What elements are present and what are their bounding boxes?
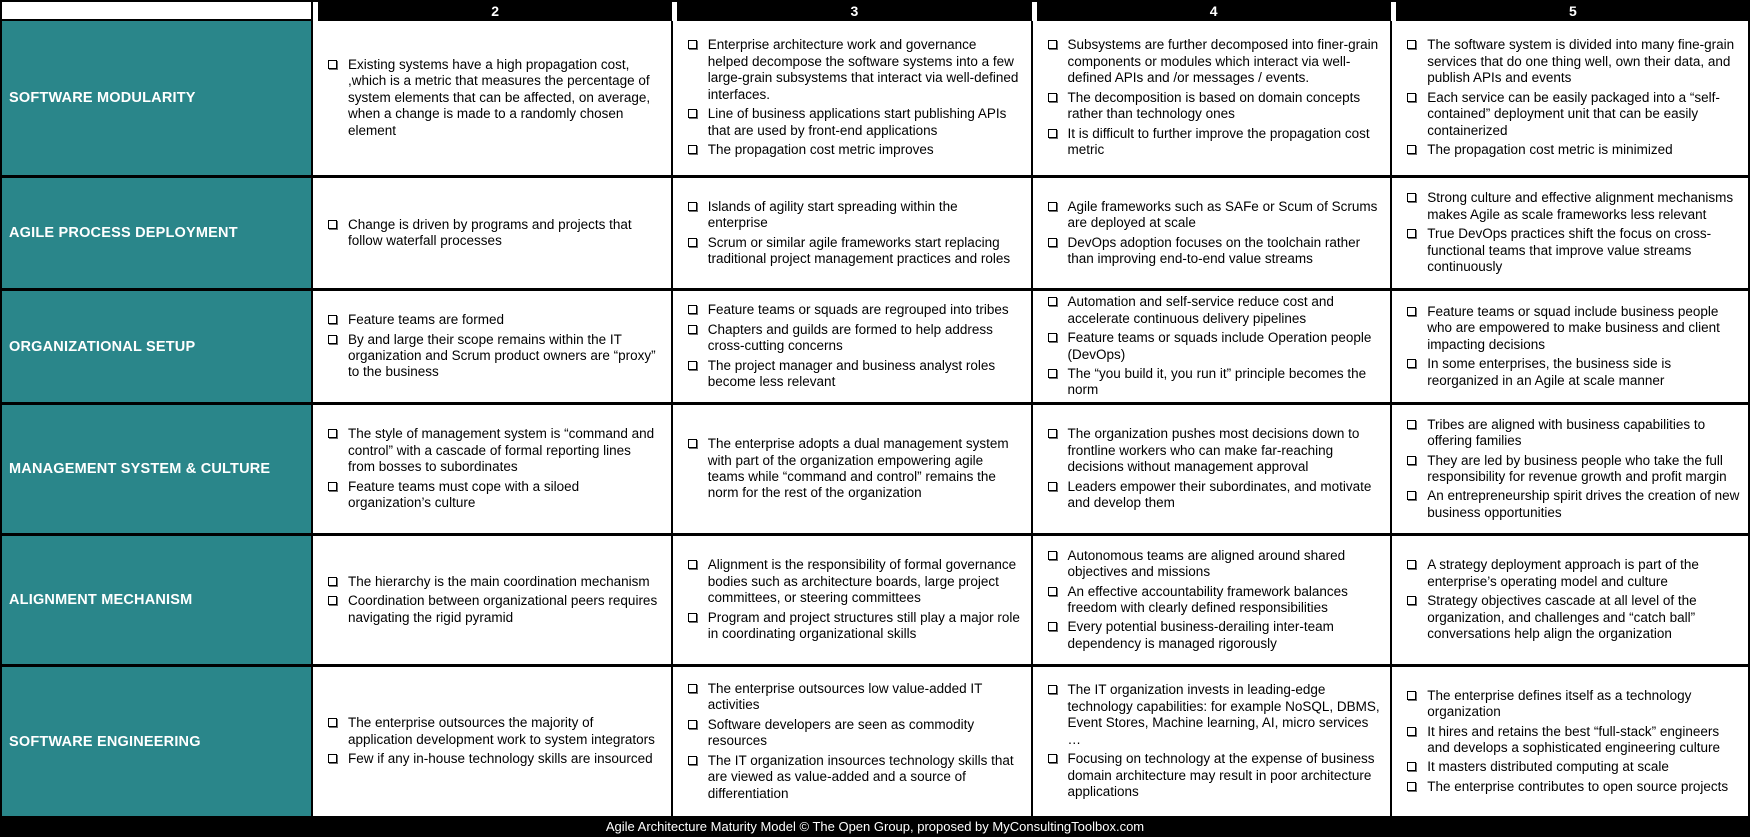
bullet-item — [688, 681, 1021, 714]
bullet-list — [1407, 414, 1740, 525]
bullet-list — [688, 433, 1021, 505]
row-label: ORGANIZATIONAL SETUP — [0, 291, 313, 402]
checkbox-bullet-icon — [1407, 491, 1416, 500]
bullet-item — [688, 106, 1021, 139]
bullet-list — [328, 54, 661, 142]
bullet-list — [688, 196, 1021, 271]
bullet-text: The enterprise contributes to open source projects — [1427, 778, 1729, 794]
bullet-item — [688, 610, 1021, 643]
bullet-item — [328, 312, 661, 328]
matrix-cell — [1390, 667, 1750, 816]
matrix-cell — [313, 21, 671, 175]
matrix-cell — [313, 405, 671, 533]
bullet-item — [328, 574, 661, 590]
bullet-item — [1048, 294, 1381, 327]
bullet-text: By and large their scope remains within the IT organization and Scrum product owners are “proxy” to the business — [348, 331, 656, 380]
checkbox-bullet-icon — [328, 596, 337, 605]
bullet-item — [1048, 330, 1381, 363]
bullet-text: Change is driven by programs and projects that follow waterfall processes — [348, 216, 632, 248]
table-row — [0, 536, 1750, 667]
bullet-item — [1407, 593, 1740, 642]
checkbox-bullet-icon — [328, 429, 337, 438]
checkbox-bullet-icon — [1407, 93, 1416, 102]
row-label: MANAGEMENT SYSTEM & CULTURE — [0, 405, 313, 533]
checkbox-bullet-icon — [688, 720, 697, 729]
matrix-cell — [1031, 21, 1391, 175]
checkbox-bullet-icon — [688, 325, 697, 334]
row-label: SOFTWARE ENGINEERING — [0, 667, 313, 816]
bullet-list — [1048, 196, 1381, 271]
bullet-item — [1407, 759, 1740, 775]
bullet-text: Existing systems have a high propagation cost, ,which is a metric that measures the percentage of system elements that can be affected, on average, when a change is made to a randomly chosen element — [348, 56, 651, 138]
bullet-text: An entrepreneurship spirit drives the creation of new business opportunities — [1427, 488, 1740, 520]
bullet-text: Automation and self-service reduce cost and accelerate continuous delivery pipelines — [1067, 294, 1334, 326]
bullet-item — [1407, 304, 1740, 353]
checkbox-bullet-icon — [1407, 307, 1416, 316]
checkbox-bullet-icon — [1048, 622, 1057, 631]
bullet-text: Alignment is the responsibility of formal governance bodies such as architecture boards, large project committees, or steering committees — [707, 557, 1017, 606]
bullet-text: Enterprise architecture work and governance helped decompose the software systems into a few large-grain subsystems that interact via well-defined interfaces. — [707, 37, 1019, 102]
matrix-cell — [671, 667, 1031, 816]
bullet-text: A strategy deployment approach is part of the enterprise’s operating model and culture — [1427, 557, 1699, 589]
bullet-item — [688, 235, 1021, 268]
bullet-text: DevOps adoption focuses on the toolchain rather than improving end-to-end value streams — [1067, 234, 1361, 266]
bullet-item — [1048, 366, 1381, 399]
checkbox-bullet-icon — [1048, 93, 1057, 102]
bullet-item — [328, 332, 661, 381]
bullet-item — [1048, 619, 1381, 652]
matrix-cell — [1031, 291, 1391, 402]
bullet-text: The “you build it, you run it” principle becomes the norm — [1067, 365, 1367, 398]
checkbox-bullet-icon — [328, 60, 337, 69]
bullet-text: Strong culture and effective alignment mechanisms makes Agile as scale frameworks less relevant — [1427, 190, 1734, 222]
matrix-cell — [1390, 536, 1750, 664]
matrix-cell — [1031, 667, 1391, 816]
bullet-text: The IT organization insources technology skills that are viewed as value-added and a source of differentiation — [707, 752, 1014, 801]
matrix-cell — [671, 178, 1031, 288]
bullet-text: True DevOps practices shift the focus on cross-functional teams that improve value streams continuously — [1427, 226, 1712, 275]
bullet-item — [328, 715, 661, 748]
bullet-text: The project manager and business analyst roles become less relevant — [707, 357, 996, 390]
bullet-text: Feature teams or squad include business people who are empowered to make business and client impacting decisions — [1427, 303, 1720, 352]
bullet-item — [1048, 235, 1381, 268]
checkbox-bullet-icon — [1407, 596, 1416, 605]
checkbox-bullet-icon — [328, 315, 337, 324]
bullet-item — [1407, 557, 1740, 590]
bullet-item — [1407, 488, 1740, 521]
bullet-list — [688, 678, 1021, 805]
bullet-text: Scrum or similar agile frameworks start replacing traditional project management practices and roles — [707, 234, 1011, 266]
bullet-item — [1407, 417, 1740, 450]
checkbox-bullet-icon — [688, 305, 697, 314]
bullet-text: An effective accountability framework balances freedom with clearly defined responsibilities — [1067, 583, 1348, 615]
checkbox-bullet-icon — [1048, 754, 1057, 763]
bullet-item — [328, 217, 661, 250]
bullet-text: Program and project structures still play a major role in coordinating organizational skills — [707, 609, 1020, 642]
bullet-item — [1048, 682, 1381, 748]
matrix-cell — [313, 667, 671, 816]
checkbox-bullet-icon — [688, 145, 697, 154]
checkbox-bullet-icon — [1048, 333, 1057, 342]
bullet-list — [328, 309, 661, 384]
bullet-item — [1048, 126, 1381, 159]
bullet-item — [328, 479, 661, 512]
checkbox-bullet-icon — [1407, 727, 1416, 736]
bullet-item — [1048, 584, 1381, 617]
matrix-cell — [1390, 291, 1750, 402]
matrix-cell — [671, 21, 1031, 175]
checkbox-bullet-icon — [688, 238, 697, 247]
bullet-text: Leaders empower their subordinates, and motivate and develop them — [1067, 478, 1372, 511]
bullet-text: It hires and retains the best “full-stack” engineers and develops a sophisticated engineering culture — [1427, 723, 1720, 755]
bullet-list — [1048, 679, 1381, 803]
bullet-item — [688, 557, 1021, 606]
checkbox-bullet-icon — [688, 684, 697, 693]
bullet-text: Tribes are aligned with business capabilities to offering families — [1427, 416, 1706, 449]
column-header-5: 5 — [1391, 0, 1750, 21]
bullet-item — [1048, 90, 1381, 123]
bullet-text: The propagation cost metric improves — [707, 142, 934, 158]
table-row — [0, 667, 1750, 816]
bullet-text: Line of business applications start publishing APIs that are used by front-end applications — [707, 106, 1007, 138]
bullet-item — [688, 717, 1021, 750]
bullet-list — [1048, 291, 1381, 402]
bullet-item — [688, 199, 1021, 232]
table-row — [0, 178, 1750, 291]
row-label: ALIGNMENT MECHANISM — [0, 536, 313, 664]
bullet-text: The enterprise outsources the majority of application development work to system integrators — [348, 715, 655, 747]
row-label: SOFTWARE MODULARITY — [0, 21, 313, 175]
checkbox-bullet-icon — [688, 439, 697, 448]
matrix-cell — [671, 291, 1031, 402]
bullet-list — [328, 712, 661, 770]
bullet-list — [1407, 301, 1740, 392]
checkbox-bullet-icon — [328, 220, 337, 229]
bullet-text: The enterprise defines itself as a technology organization — [1427, 687, 1692, 720]
bullet-text: The enterprise outsources low value-added IT activities — [707, 680, 983, 713]
checkbox-bullet-icon — [1048, 202, 1057, 211]
matrix-cell — [313, 291, 671, 402]
bullet-item — [688, 37, 1021, 103]
checkbox-bullet-icon — [1407, 691, 1416, 700]
bullet-item — [328, 57, 661, 139]
checkbox-bullet-icon — [1407, 420, 1416, 429]
bullet-item — [1407, 142, 1740, 158]
matrix-cell — [671, 536, 1031, 664]
bullet-item — [1407, 90, 1740, 139]
checkbox-bullet-icon — [688, 40, 697, 49]
checkbox-bullet-icon — [688, 109, 697, 118]
checkbox-bullet-icon — [1048, 551, 1057, 560]
checkbox-bullet-icon — [1048, 429, 1057, 438]
bullet-item — [1407, 37, 1740, 86]
bullet-item — [328, 426, 661, 475]
bullet-item — [1407, 688, 1740, 721]
checkbox-bullet-icon — [688, 202, 697, 211]
checkbox-bullet-icon — [1407, 359, 1416, 368]
bullet-item — [328, 751, 661, 767]
checkbox-bullet-icon — [1407, 782, 1416, 791]
table-body — [0, 21, 1750, 816]
bullet-text: Feature teams or squads are regrouped into tribes — [707, 302, 1009, 318]
bullet-text: The IT organization invests in leading-edge technology capabilities: for example NoSQL, DBMS, Event Stores, Machine learning, AI, micro services … — [1067, 682, 1380, 747]
checkbox-bullet-icon — [688, 613, 697, 622]
checkbox-bullet-icon — [328, 482, 337, 491]
matrix-cell — [1031, 536, 1391, 664]
checkbox-bullet-icon — [1048, 369, 1057, 378]
matrix-cell — [671, 405, 1031, 533]
bullet-text: The style of management system is “command and control” with a cascade of formal reporting lines from bosses to subordinates — [348, 426, 655, 475]
checkbox-bullet-icon — [1407, 40, 1416, 49]
bullet-item — [1048, 199, 1381, 232]
checkbox-bullet-icon — [1048, 129, 1057, 138]
bullet-text: Every potential business-derailing inter-team dependency is managed rigorously — [1067, 619, 1334, 651]
bullet-list — [1048, 34, 1381, 161]
bullet-text: The propagation cost metric is minimized — [1427, 142, 1673, 158]
checkbox-bullet-icon — [1048, 482, 1057, 491]
row-label: AGILE PROCESS DEPLOYMENT — [0, 178, 313, 288]
checkbox-bullet-icon — [1407, 560, 1416, 569]
bullet-text: Feature teams are formed — [348, 312, 505, 328]
bullet-item — [1407, 226, 1740, 275]
checkbox-bullet-icon — [688, 756, 697, 765]
column-header-2: 2 — [313, 0, 672, 21]
column-header-4: 4 — [1032, 0, 1391, 21]
matrix-cell — [313, 536, 671, 664]
bullet-list — [688, 299, 1021, 393]
checkbox-bullet-icon — [328, 718, 337, 727]
bullet-text: Islands of agility start spreading within the enterprise — [707, 198, 958, 231]
bullet-list — [328, 214, 661, 253]
checkbox-bullet-icon — [328, 754, 337, 763]
bullet-text: Feature teams must cope with a siloed organization’s culture — [348, 478, 580, 511]
bullet-text: Feature teams or squads include Operation people (DevOps) — [1067, 330, 1372, 362]
bullet-text: The enterprise adopts a dual management system with part of the organization empowering agile teams while “command and control” remains the norm for the rest of the organization — [707, 436, 1009, 501]
bullet-list — [1048, 545, 1381, 656]
checkbox-bullet-icon — [1407, 762, 1416, 771]
table-row — [0, 291, 1750, 405]
bullet-text: The decomposition is based on domain concepts rather than technology ones — [1067, 89, 1361, 122]
bullet-list — [1407, 34, 1740, 161]
bullet-item — [1407, 356, 1740, 389]
checkbox-bullet-icon — [328, 335, 337, 344]
bullet-item — [1048, 37, 1381, 86]
checkbox-bullet-icon — [1048, 40, 1057, 49]
bullet-text: Agile frameworks such as SAFe or Scum of Scrums are deployed at scale — [1067, 198, 1378, 231]
bullet-text: Autonomous teams are aligned around shared objectives and missions — [1067, 547, 1346, 580]
bullet-list — [328, 571, 661, 629]
bullet-text: The organization pushes most decisions down to frontline workers who can make far-reaching decisions without management approval — [1067, 426, 1360, 475]
column-header-3: 3 — [672, 0, 1031, 21]
table-row — [0, 405, 1750, 536]
bullet-item — [1048, 426, 1381, 475]
bullet-item — [688, 302, 1021, 318]
checkbox-bullet-icon — [1407, 193, 1416, 202]
checkbox-bullet-icon — [1048, 685, 1057, 694]
bullet-text: Focusing on technology at the expense of business domain architecture may result in poor architecture applications — [1067, 751, 1375, 800]
bullet-item — [1407, 724, 1740, 757]
bullet-item — [688, 322, 1021, 355]
bullet-item — [1407, 453, 1740, 486]
bullet-item — [1048, 548, 1381, 581]
matrix-cell — [1390, 178, 1750, 288]
checkbox-bullet-icon — [688, 560, 697, 569]
bullet-text: It is difficult to further improve the propagation cost metric — [1067, 125, 1370, 158]
bullet-list — [1407, 685, 1740, 799]
header-row — [0, 0, 1750, 21]
bullet-item — [1048, 479, 1381, 512]
bullet-text: The hierarchy is the main coordination mechanism — [348, 573, 650, 589]
checkbox-bullet-icon — [1407, 456, 1416, 465]
bullet-text: Chapters and guilds are formed to help address cross-cutting concerns — [707, 321, 993, 354]
bullet-text: Strategy objectives cascade at all level of the organization, and challenges and “catch ball” conversations help align the organization — [1427, 593, 1697, 642]
bullet-list — [328, 423, 661, 514]
bullet-item — [688, 753, 1021, 802]
bullet-item — [1407, 190, 1740, 223]
checkbox-bullet-icon — [1407, 229, 1416, 238]
checkbox-bullet-icon — [1048, 587, 1057, 596]
matrix-cell — [1390, 21, 1750, 175]
bullet-text: Few if any in-house technology skills are insourced — [348, 751, 653, 767]
checkbox-bullet-icon — [688, 361, 697, 370]
bullet-item — [328, 593, 661, 626]
bullet-item — [688, 436, 1021, 502]
bullet-text: Coordination between organizational peers requires navigating the rigid pyramid — [348, 593, 658, 625]
bullet-text: Each service can be easily packaged into a “self-contained” deployment unit that can be easily containerized — [1427, 89, 1720, 138]
checkbox-bullet-icon — [1407, 145, 1416, 154]
bullet-list — [1048, 423, 1381, 514]
bullet-list — [1407, 554, 1740, 645]
bullet-list — [688, 34, 1021, 161]
checkbox-bullet-icon — [1048, 238, 1057, 247]
bullet-list — [1407, 187, 1740, 278]
checkbox-bullet-icon — [1048, 297, 1057, 306]
corner-cell — [0, 0, 313, 21]
bullet-list — [688, 554, 1021, 645]
bullet-text: Software developers are seen as commodity resources — [707, 716, 975, 749]
checkbox-bullet-icon — [328, 577, 337, 586]
bullet-text: They are led by business people who take the full responsibility for revenue growth and profit margin — [1427, 452, 1727, 484]
bullet-item — [688, 142, 1021, 158]
bullet-item — [1048, 751, 1381, 800]
bullet-item — [688, 358, 1021, 391]
bullet-text: Subsystems are further decomposed into finer-grain components or modules which interact via well-defined APIs and /or messages / events. — [1067, 37, 1379, 86]
footer-bar — [0, 816, 1750, 837]
bullet-text: The software system is divided into many fine-grain services that do one thing well, own their data, and publish APIs and events — [1427, 37, 1735, 86]
bullet-item — [1407, 779, 1740, 795]
matrix-cell — [313, 178, 671, 288]
table-row — [0, 21, 1750, 178]
bullet-text: In some enterprises, the business side is reorganized in an Agile at scale manner — [1427, 356, 1672, 388]
matrix-cell — [1031, 178, 1391, 288]
footer-text: Agile Architecture Maturity Model © The Open Group, proposed by MyConsultingToolbox.com — [605, 819, 1145, 834]
matrix-cell — [1031, 405, 1391, 533]
bullet-text: It masters distributed computing at scale — [1427, 759, 1669, 775]
matrix-cell — [1390, 405, 1750, 533]
